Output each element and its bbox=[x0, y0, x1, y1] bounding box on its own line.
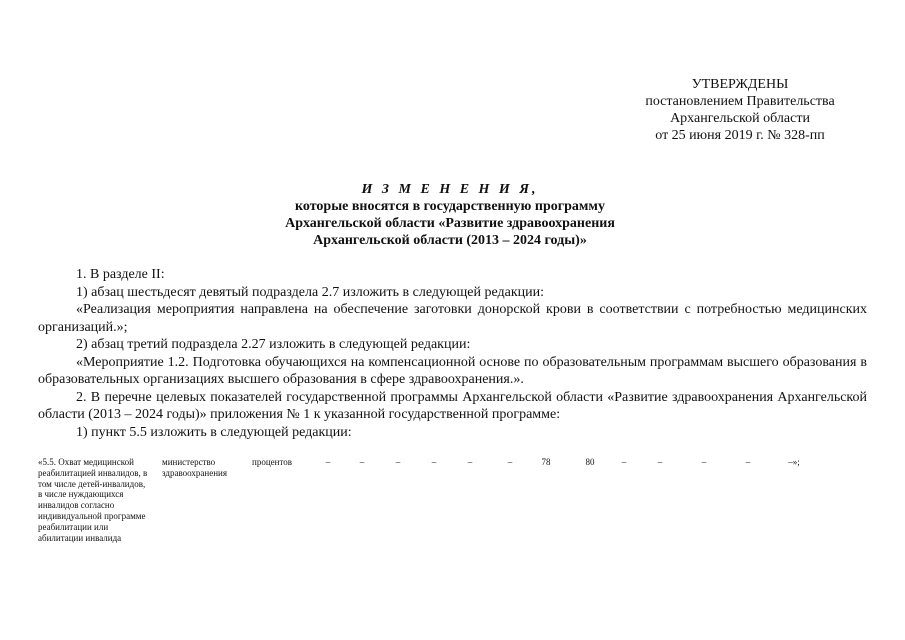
title-line-2: которые вносятся в государственную программу bbox=[295, 199, 605, 214]
value-cell: 78 bbox=[541, 457, 551, 467]
value-cell: – bbox=[701, 457, 707, 467]
paragraph-2: 1) абзац шестьдесят девятый подраздела 2.7 изложить в следующей редакции: bbox=[76, 284, 544, 300]
value-cell: – bbox=[359, 457, 365, 467]
approval-block bbox=[610, 76, 870, 144]
value-cell: – bbox=[467, 457, 473, 467]
approval-line-2: постановлением Правительства bbox=[645, 94, 835, 109]
value-cell: – bbox=[395, 457, 401, 467]
title-line-3: Архангельской области «Развитие здравоохранения bbox=[285, 216, 615, 231]
approval-line-4: от 25 июня 2019 г. № 328-пп bbox=[655, 128, 825, 143]
paragraph-6: 2. В перечне целевых показателей государственной программы Архангельской области «Развитие здравоохранения Архангельской области (2013 – 2024 годы)» приложения № 1 к указанной государственной программе: bbox=[38, 389, 867, 422]
document-title bbox=[200, 181, 700, 249]
approval-line-3: Архангельской области bbox=[670, 111, 810, 126]
value-cell: 80 bbox=[585, 457, 595, 467]
paragraph-5: «Мероприятие 1.2. Подготовка обучающихся на компенсационной основе по образовательным программам высшего образования в образовательных организациях высшего образования в сфере здравоохранения.». bbox=[38, 354, 867, 387]
value-cell: – bbox=[657, 457, 663, 467]
indicator-name-cell: «5.5. Охват медицинской реабилитацией инвалидов, в том числе детей-инвалидов, в числе нуждающихся инвалидов согласно индивидуальной программе реабилитации или абилитации инвалида bbox=[38, 457, 148, 543]
value-cell: – bbox=[507, 457, 513, 467]
value-cell: – bbox=[745, 457, 751, 467]
value-cell: – bbox=[621, 457, 627, 467]
title-heading: И З М Е Н Е Н И Я, bbox=[361, 182, 539, 197]
paragraph-4: 2) абзац третий подраздела 2.27 изложить в следующей редакции: bbox=[76, 337, 471, 352]
title-line-4: Архангельской области (2013 – 2024 годы)» bbox=[313, 233, 587, 248]
paragraph-3: «Реализация мероприятия направлена на обеспечение заготовки донорской крови в соответствии с потребностью медицинских организаций.»; bbox=[38, 302, 867, 335]
executor-cell: министерство здравоохранения bbox=[162, 457, 228, 478]
value-cell: – bbox=[325, 457, 331, 467]
value-cell: –»; bbox=[788, 457, 800, 467]
unit-cell: процентов bbox=[252, 457, 293, 467]
paragraph-7: 1) пункт 5.5 изложить в следующей редакции: bbox=[76, 424, 352, 440]
paragraph-1: 1. В разделе II: bbox=[76, 267, 165, 282]
value-cell: – bbox=[431, 457, 437, 467]
approval-line-1: УТВЕРЖДЕНЫ bbox=[691, 77, 789, 92]
document-body bbox=[38, 266, 867, 441]
